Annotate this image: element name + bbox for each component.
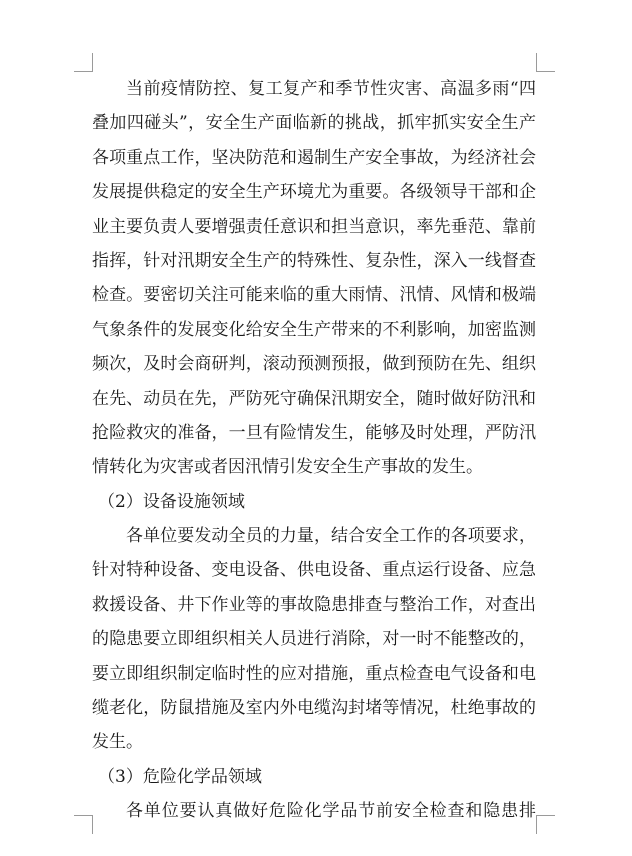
paragraph-line: 针对特种设备、变电设备、供电设备、重点运行设备、应急 xyxy=(92,560,536,581)
paragraph-line: 气象条件的发展变化给安全生产带来的不利影响，加密监测 xyxy=(92,319,536,340)
section-heading: （2）设备设施领域 xyxy=(98,491,245,512)
paragraph-line: 在先、动员在先，严防死守确保汛期安全，随时做好防汛和 xyxy=(92,388,536,409)
paragraph-line: 各项重点工作，坚决防范和遏制生产安全事故，为经济社会 xyxy=(92,147,536,168)
paragraph-line: 指挥，针对汛期安全生产的特殊性、复杂性，深入一线督查 xyxy=(92,250,536,271)
paragraph-line: 的隐患要立即组织相关人员进行消除，对一时不能整改的， xyxy=(92,629,536,650)
paragraph-line: 各单位要发动全员的力量，结合安全工作的各项要求， xyxy=(126,526,536,547)
paragraph-line: 发生。 xyxy=(92,732,143,753)
paragraph-line: 情转化为灾害或者因汛情引发安全生产事故的发生。 xyxy=(92,457,483,478)
paragraph-line: 抢险救灾的准备，一旦有险情发生，能够及时处理，严防汛 xyxy=(92,422,536,443)
paragraph-line: 救援设备、井下作业等的事故隐患排查与整治工作，对查出 xyxy=(92,594,536,615)
paragraph-line: 发展提供稳定的安全生产环境尤为重要。各级领导干部和企 xyxy=(92,182,536,203)
margin-corner-bottom-left xyxy=(74,815,93,834)
paragraph-line: 业主要负责人要增强责任意识和担当意识，率先垂范、靠前 xyxy=(92,216,536,237)
paragraph-line: 要立即组织制定临时性的应对措施，重点检查电气设备和电 xyxy=(92,663,536,684)
document-body xyxy=(92,72,536,829)
paragraph-line: 各单位要认真做好危险化学品节前安全检查和隐患排 xyxy=(126,801,536,822)
section-heading: （3）危险化学品领域 xyxy=(98,766,262,787)
paragraph-line: 当前疫情防控、复工复产和季节性灾害、高温多雨“四 xyxy=(126,79,536,99)
paragraph-line: 检查。要密切关注可能来临的重大雨情、汛情、风情和极端 xyxy=(92,285,536,306)
margin-corner-top-left xyxy=(74,53,93,72)
paragraph-line: 叠加四碰头”，安全生产面临新的挑战，抓牢抓实安全生产 xyxy=(92,113,536,134)
margin-corner-top-right xyxy=(536,53,555,72)
margin-corner-bottom-right xyxy=(536,815,555,834)
paragraph-line: 频次，及时会商研判，滚动预测预报，做到预防在先、组织 xyxy=(92,354,536,375)
paragraph-line: 缆老化，防鼠措施及室内外电缆沟封堵等情况，杜绝事故的 xyxy=(92,698,536,719)
